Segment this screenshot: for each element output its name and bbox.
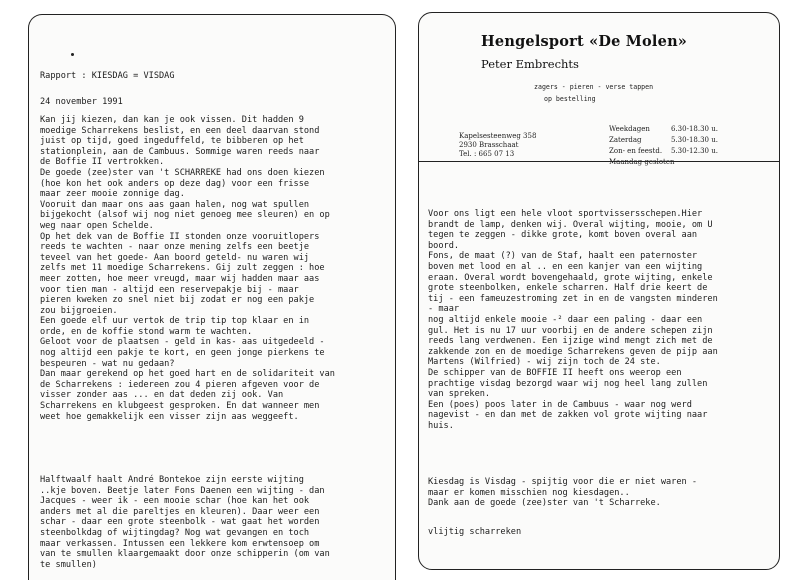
address-street: Kapelsesteenweg 358 (459, 132, 537, 140)
text-line: meer zotten, hoe meer vreugd, maar wij hadden maar aas (40, 273, 320, 284)
header-divider (419, 161, 779, 162)
text-line: Op het dek van de Boffie II stonden onze vooruitlopers (40, 231, 320, 242)
text-line: Dan maar gerekend op het goed hart en de solidariteit van (40, 369, 335, 380)
left-body-text (40, 115, 335, 422)
address-phone: Tel. : 665 07 13 (459, 150, 515, 158)
text-line: Martens (Wilfried) - wij zijn toch de 24 ste. (428, 357, 661, 368)
text-line: maar er komen misschien nog kiesdagen.. (428, 487, 630, 498)
text-line: De schipper van de BOFFIE II heeft ons weerop een (428, 367, 682, 378)
text-line: Voor ons ligt een hele vloot sportvissersschepen.Hier (428, 209, 703, 219)
hours-day: Zon- en feestd. (609, 147, 663, 155)
text-line: (hoe kon het ook anders op deze dag) voor een frisse (40, 178, 310, 189)
text-line: Halftwaalf haalt André Bontekoe zijn eerste wijting (40, 475, 304, 485)
text-line: reeds te wachten - naar onze mening zelfs een beetje (40, 242, 310, 253)
order-note: op bestelling (544, 95, 596, 103)
text-line: Kiesdag is Visdag - spijtig voor die er niet waren - (428, 477, 698, 487)
text-line: ..kje boven. Beetje later Fons Daenen een wijting - dan (40, 485, 325, 496)
text-line: juist op tijd, goed ingeduffeld, te bibberen op het (40, 136, 304, 147)
left-body-text-2 (40, 475, 330, 570)
punch-dot (71, 53, 74, 56)
text-line: visser zonder aas ... en dat deden zij ook. Van (40, 390, 284, 401)
text-line: Kan jij kiezen, dan kan je ook vissen. Dit hadden 9 (40, 115, 304, 125)
text-line: brandt de lamp, denken wij. Overal wijting, mooie, om U (428, 219, 713, 230)
text-line: steenbolkdag of wijtingdag? Nog wat gevangen en toch (40, 527, 310, 538)
opening-hours (607, 123, 720, 169)
text-line: stationplein, aan de Cambuus. Sommige waren reeds naar (40, 146, 320, 157)
text-line: te smullen) (40, 559, 97, 570)
text-line: tegen te zeggen - dikke grote, komt boven overal aan (428, 230, 698, 241)
text-line: huis. (428, 420, 454, 431)
text-line: tij - een fameuzestroming zet in en de vangsten minderen (428, 293, 718, 304)
text-line: boord. (428, 240, 460, 251)
hours-day: Zaterdag (609, 136, 642, 144)
text-line: boven met lood en al .. en een kanjer van een wijting (428, 261, 703, 272)
hours-day: Weekdagen (609, 125, 650, 133)
hours-time: 6.30-18.30 u. (671, 125, 718, 133)
text-line: Fons, de maat (?) van de Staf, haalt een paternoster (428, 251, 698, 262)
hours-time: 5.30-12.30 u. (671, 147, 718, 155)
text-line: Geloot voor de plaatsen - geld in kas- aas uitgedeeld - (40, 337, 325, 348)
text-line: weg naar open Schelde. (40, 220, 154, 231)
text-line: bespeuren - wat nu gedaan? (40, 358, 175, 369)
text-line: pieren kweken zo snel niet bij zodat er nog een pakje (40, 295, 315, 306)
text-line: orde, en de koffie stond warm te wachten. (40, 326, 253, 337)
text-line: zelfs met 11 moedige Scharrekens. Gij zult zeggen : hoe (40, 263, 325, 274)
text-line: bijgekocht (alsof wij nog niet genoeg mee sleuren) en op (40, 210, 330, 221)
text-line: teveel van het goede- Aan boord geteld- nu waren wij (40, 252, 310, 263)
text-line: Een goede elf uur vertok de trip tip top klaar en in (40, 316, 310, 327)
owner-name: Peter Embrechts (481, 57, 579, 71)
text-line: grote steenbolken, enkele scharren. Half drie keert de (428, 283, 708, 294)
text-line: prachtige visdag bezorgd waar wij nog heel lang zullen (428, 378, 708, 389)
text-line: De goede (zee)ster van 't SCHARREKE had ons doen kiezen (40, 167, 325, 178)
text-line: maar verkassen. Intussen een lekkere kom erwtensoep om (40, 538, 320, 549)
text-line: gul. Het is nu 17 uur voorbij en de andere schepen zijn (428, 325, 713, 336)
shop-name: Hengelsport «De Molen» (481, 33, 688, 50)
text-line: moedige Scharrekens beslist, en een deel daarvan stond (40, 125, 320, 136)
text-line: Jacques - weer ik - een mooie schar (hoe kan het ook (40, 496, 310, 507)
text-line: voor tien man - altijd een reservepakje bij - maar (40, 284, 299, 295)
closing-text (428, 477, 697, 509)
shop-address (459, 132, 536, 159)
text-line: nog altijd een pakje te kort, en geen jonge pierkens te (40, 348, 325, 359)
hours-time: 5.30-18.30 u. (671, 136, 718, 144)
text-line: Dank aan de goede (zee)ster van 't Scharreke. (428, 498, 661, 509)
text-line: maar zeer mooie zonnige dag. (40, 189, 185, 200)
text-line: Vooruit dan maar ons aas gaan halen, nog wat spullen (40, 199, 310, 210)
text-line: zou bijgroeien. (40, 305, 118, 316)
text-line: de Boffie II vertrokken. (40, 157, 165, 168)
text-line: anders met al die pareltjes en kleuren). Daar weer een (40, 506, 320, 517)
right-body-text (428, 209, 718, 431)
report-date: 24 november 1991 (40, 97, 123, 107)
text-line: nagevist - en dan met de zakken vol grote wijting naar (428, 410, 708, 421)
text-line: weet hoe gemakkelijk een visser zijn aas weggeeft. (40, 411, 299, 422)
address-city: 2930 Brasschaat (459, 141, 519, 149)
text-line: eraan. Overal wordt bovengehaald, grote wijting, enkele (428, 272, 713, 283)
hours-day: Maandag gesloten (609, 158, 675, 166)
text-line: zakkende zon en de moedige Scharrekens geven de pijp aan (428, 346, 718, 357)
text-line: - maar (428, 304, 460, 315)
text-line: reeds lang verdwenen. Een ijzige wind mengt zich met de (428, 336, 713, 347)
goods-line: zagers - pieren - verse tappen (534, 83, 654, 91)
left-page (28, 14, 396, 580)
text-line: van te smullen klaargemaakt door onze schipperin (om van (40, 549, 330, 560)
right-page (418, 12, 780, 570)
text-line: de Scharrekens : iedereen zou 4 pieren afgeven voor de (40, 379, 320, 390)
report-title: Rapport : KIESDAG = VISDAG (40, 71, 175, 81)
text-line: nog altijd enkele mooie -² daar een paling - daar een (428, 314, 703, 325)
signature: vlijtig scharreken (428, 527, 522, 537)
text-line: van spreken. (428, 389, 491, 400)
text-line: Een (poes) poos later in de Cambuus - waar nog werd (428, 399, 692, 410)
text-line: schar - daar een grote steenbolk - wat gaat het worden (40, 517, 320, 528)
text-line: Scharrekens en klubgeest gesproken. En dat wanneer men (40, 401, 320, 412)
